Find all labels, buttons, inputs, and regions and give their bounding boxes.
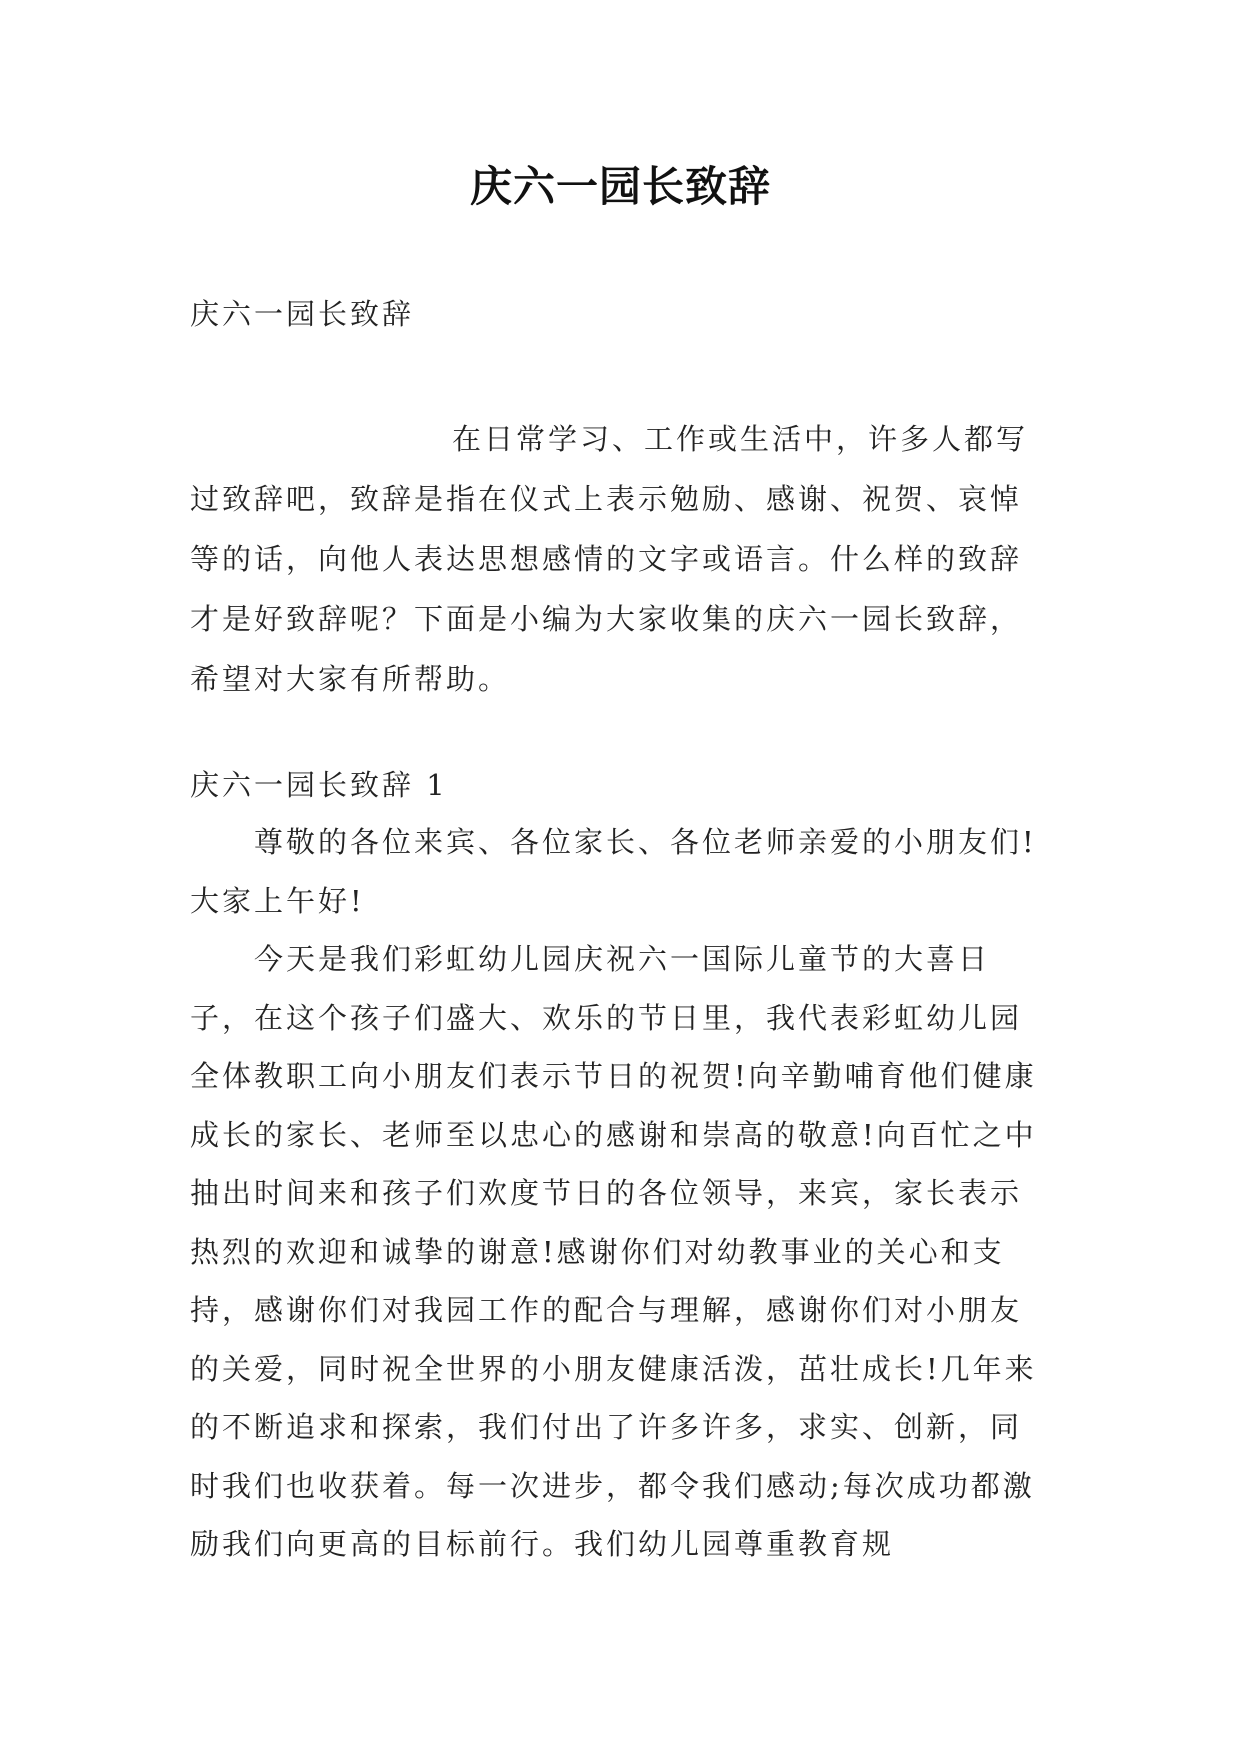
section-heading: 庆六一园长致辞 1	[190, 768, 448, 802]
speech-body	[190, 813, 1050, 1574]
body-paragraph: 今天是我们彩虹幼儿园庆祝六一国际儿童节的大喜日子，在这个孩子们盛大、欢乐的节日里，我代表彩虹幼儿园全体教职工向小朋友们表示节日的祝贺!向辛勤哺育他们健康成长的家长、老师至以忠心的感谢和崇高的敬意!向百忙之中抽出时间来和孩子们欢度节日的各位领导，来宾，家长表示热烈的欢迎和诚挚的谢意!感谢你们对幼教事业的关心和支持，感谢你们对我园工作的配合与理解，感谢你们对小朋友的关爱，同时祝全世界的小朋友健康活泼，茁壮成长!几年来的不断追求和探索，我们付出了许多许多，求实、创新，同时我们也收获着。每一次进步，都令我们感动;每次成功都激励我们向更高的目标前行。我们幼儿园尊重教育规	[190, 942, 1037, 1561]
document-title: 庆六一园长致辞	[469, 162, 771, 211]
salutation-paragraph: 尊敬的各位来宾、各位家长、各位老师亲爱的小朋友们!	[254, 825, 1037, 859]
greeting-paragraph: 大家上午好!	[190, 883, 365, 918]
document-subtitle: 庆六一园长致辞	[190, 297, 415, 331]
intro-paragraph	[190, 409, 1050, 709]
intro-text: 在日常学习、工作或生活中，许多人都写过致辞吧，致辞是指在仪式上表示勉励、感谢、祝贺、哀悼等的话，向他人表达思想感情的文字或语言。什么样的致辞才是好致辞呢？下面是小编为大家收集的庆六一园长致辞，希望对大家有所帮助。	[190, 422, 1029, 696]
